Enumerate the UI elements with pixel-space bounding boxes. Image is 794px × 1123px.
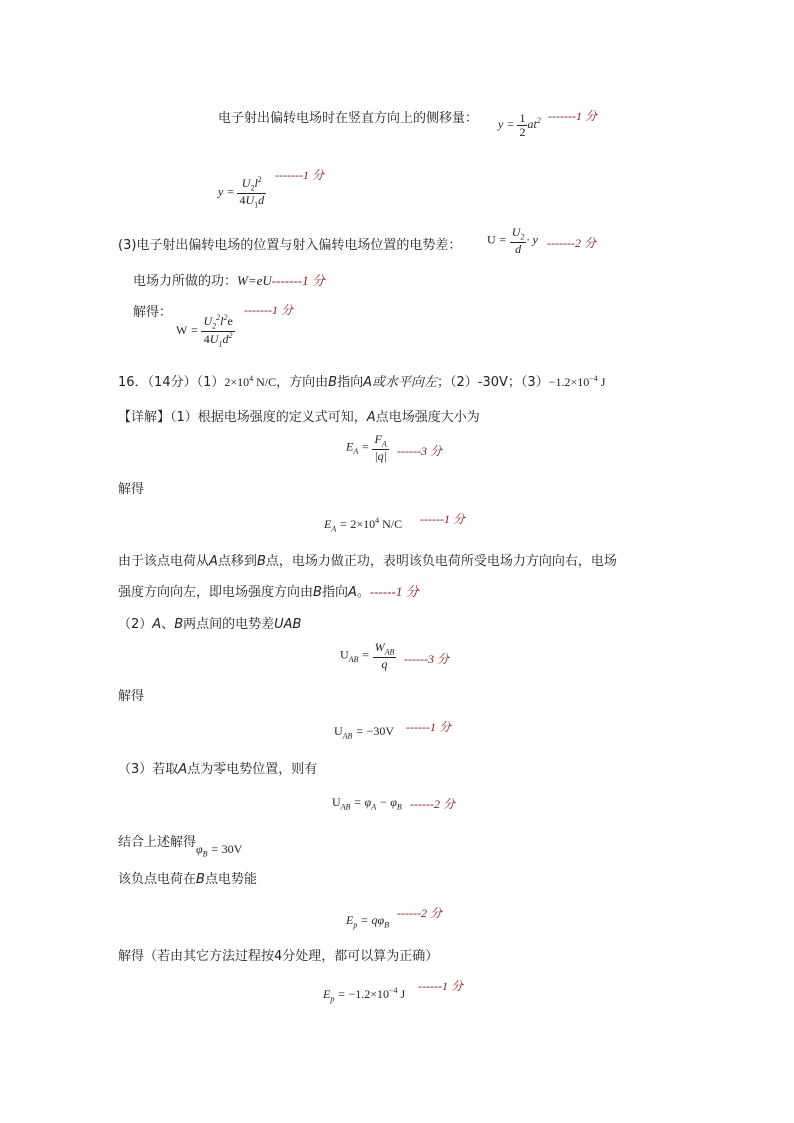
formula-Ep-result: $E_p = -1.2\times 10^{-4}$ J — [323, 986, 406, 1004]
text-part3: （3）若取A点为零电势位置，则有 — [118, 762, 318, 777]
score-mark: ------3 分 — [397, 444, 442, 458]
text-jiede: 解得 — [118, 689, 145, 704]
score-mark: ------3 分 — [404, 652, 449, 666]
formula-UAB-result: $U_{AB} = -30V$ — [334, 724, 394, 741]
formula-UAB-definition: $U_{AB}$ = $\frac{W_{AB}}{q}$ — [340, 640, 395, 671]
formula-y-half-at2: y = $\frac{1}{2}$ $at^2$ — [498, 111, 541, 139]
text-final-note: 解得（若由其它方法过程按4分处理，都可以算为正确） — [118, 949, 439, 964]
text-paragraph-line2: 强度方向向左，即电场强度方向由B指向A。------1 分 — [118, 584, 419, 600]
q16-answer-line: 16．（14分）$(1)2\times 10^4$ N/C，方向由B指向A或水平向左；（2）-30V；$(3)-1.2\times 10^{-4}$ J — [118, 374, 606, 390]
formula-W-result: W = $\frac{U_2^2l^2e}{4U_1d^2}$ — [176, 313, 233, 349]
score-mark: -------1 分 — [548, 109, 597, 123]
formula-EA-result: $E_A = 2\times 10^4$ N/C — [324, 516, 403, 534]
text-potential-difference: (3)电子射出偏转电场的位置与射入偏转电场位置的电势差： — [118, 238, 462, 253]
formula-EA-definition: $E_A$ = $\frac{F_A}{|q|}$ — [346, 432, 387, 463]
text-lateral-displacement: 电子射出偏转电场时在竖直方向上的侧移量： — [218, 111, 479, 126]
text-part2: （2）A、B两点间的电势差UAB — [118, 617, 302, 632]
score-mark: -------1 分 — [275, 168, 324, 182]
score-mark: -------1 分 — [244, 303, 293, 317]
formula-Ep-def: $E_p = q\varphi_B$ — [346, 913, 389, 930]
score-mark: ------1 分 — [406, 720, 451, 734]
score-mark: -------2 分 — [547, 236, 596, 250]
score-mark: ------2 分 — [397, 906, 442, 920]
text-work-by-field: 电场力所做的功：W=eU-------1 分 — [133, 273, 325, 289]
text-paragraph-line1: 由于该点电荷从A点移到B点，电场力做正功，表明该负电荷所受电场力方向向右，电场 — [118, 554, 617, 569]
detail-line: 【详解】（1）根据电场强度的定义式可知，A点电场强度大小为 — [118, 410, 480, 425]
formula-U-U2-over-d-y: U = $\frac{U_2}{d}$ · y — [487, 225, 538, 256]
score-mark: ------1 分 — [420, 512, 465, 526]
score-mark: ------1 分 — [418, 979, 463, 993]
score-mark: ------2 分 — [410, 797, 455, 811]
formula-UAB-phi: $U_{AB} = \varphi_A - \varphi_B$ — [332, 795, 402, 812]
text-combine: 结合上述解得$\varphi_B = 30V$ — [118, 835, 243, 859]
text-jiede: 解得： — [133, 305, 173, 320]
formula-y-result: y = $\frac{U_2l^2}{4U_1d}$ — [218, 175, 265, 210]
text-potential-energy: 该负点电荷在B点电势能 — [118, 872, 257, 887]
text-jiede: 解得 — [118, 482, 145, 497]
